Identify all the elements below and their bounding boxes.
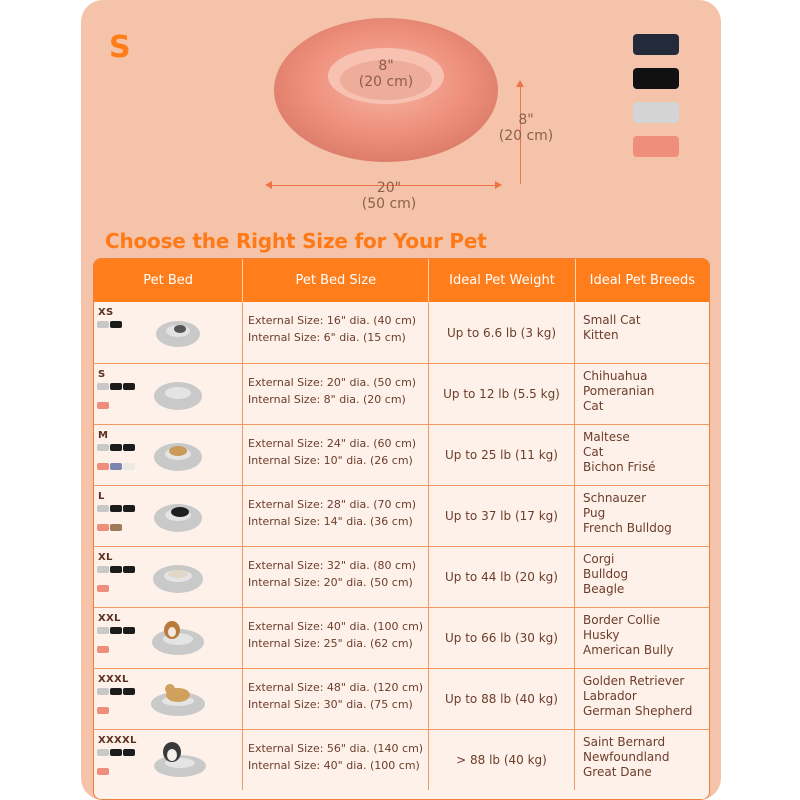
breeds-cell — [575, 547, 709, 607]
bed-size-cell — [243, 669, 429, 729]
mini-swatch — [97, 505, 109, 512]
external-size: External Size: 20" dia. (50 cm) — [248, 376, 417, 389]
bed-size-cell — [243, 730, 429, 790]
mini-swatch-group — [97, 443, 137, 481]
ideal-weight: Up to 66 lb (30 kg) — [445, 631, 558, 645]
breeds-cell — [575, 608, 709, 668]
mini-swatch — [123, 444, 135, 451]
mini-swatch — [97, 749, 109, 756]
color-swatch-light-grey[interactable] — [633, 102, 679, 123]
breed: Newfoundland — [583, 750, 670, 764]
mini-swatch — [97, 321, 109, 328]
table-row — [94, 485, 709, 546]
breed: Maltese — [583, 430, 630, 444]
mini-swatch — [123, 383, 135, 390]
header-ideal-weight: Ideal Pet Weight — [429, 259, 575, 302]
ideal-weight: Up to 25 lb (11 kg) — [445, 448, 558, 462]
ideal-weight: Up to 44 lb (20 kg) — [445, 570, 558, 584]
breed: Small Cat — [583, 313, 641, 327]
breed: French Bulldog — [583, 521, 672, 535]
mini-swatch — [110, 566, 122, 573]
breed: Husky — [583, 628, 620, 642]
mini-swatch — [97, 707, 109, 714]
pet-bed-cell — [94, 669, 243, 729]
bed-with-cat-image — [142, 310, 206, 350]
mini-swatch — [123, 627, 135, 634]
external-size: External Size: 56" dia. (140 cm) — [248, 742, 424, 755]
color-swatch-list — [633, 34, 681, 170]
mini-swatch — [123, 566, 135, 573]
mini-swatch — [97, 463, 109, 470]
breed: American Bully — [583, 643, 674, 657]
external-size: External Size: 40" dia. (100 cm) — [248, 620, 424, 633]
height-label: 8" (20 cm) — [498, 112, 554, 144]
size-tag: M — [98, 430, 109, 441]
mini-swatch — [97, 524, 109, 531]
bed-size-cell — [243, 608, 429, 668]
breed: Cat — [583, 399, 604, 413]
mini-swatch — [110, 321, 122, 328]
mini-swatch — [110, 749, 122, 756]
breeds-cell — [575, 302, 709, 363]
external-size: External Size: 16" dia. (40 cm) — [248, 314, 417, 327]
bed-with-dog-image — [142, 555, 206, 595]
table-row — [94, 546, 709, 607]
table-row — [94, 668, 709, 729]
size-tag: XS — [98, 307, 114, 318]
table-row — [94, 363, 709, 424]
mini-swatch — [97, 688, 109, 695]
bed-with-dog-image — [142, 494, 206, 534]
breed: Pomeranian — [583, 384, 655, 398]
breed: Chihuahua — [583, 369, 648, 383]
mini-swatch — [123, 749, 135, 756]
internal-size: Internal Size: 10" dia. (26 cm) — [248, 454, 413, 467]
table-row — [94, 729, 709, 790]
color-swatch-pink[interactable] — [633, 136, 679, 157]
bed-size-cell — [243, 547, 429, 607]
bed-size-cell — [243, 302, 429, 363]
size-badge: S — [109, 30, 131, 65]
mini-swatch — [97, 402, 109, 409]
mini-swatch-group — [97, 687, 137, 725]
mini-swatch-group — [97, 748, 137, 786]
mini-swatch — [97, 383, 109, 390]
internal-size: Internal Size: 6" dia. (15 cm) — [248, 331, 406, 344]
outer-diameter-label: 20" (50 cm) — [361, 180, 417, 212]
breed: Great Dane — [583, 765, 652, 779]
breed: Golden Retriever — [583, 674, 685, 688]
breed: Cat — [583, 445, 604, 459]
breed: Corgi — [583, 552, 615, 566]
mini-swatch — [97, 646, 109, 653]
weight-cell — [429, 486, 575, 546]
breeds-cell — [575, 425, 709, 485]
mini-swatch-group — [97, 504, 137, 542]
mini-swatch — [123, 505, 135, 512]
size-chart-table — [93, 258, 710, 800]
bed-with-dog-image — [142, 738, 206, 778]
weight-cell — [429, 364, 575, 424]
weight-cell — [429, 730, 575, 790]
color-swatch-black[interactable] — [633, 68, 679, 89]
breeds-cell — [575, 669, 709, 729]
internal-size: Internal Size: 8" dia. (20 cm) — [248, 393, 406, 406]
mini-swatch-group — [97, 565, 137, 603]
pet-bed-cell — [94, 486, 243, 546]
bed-size-cell — [243, 486, 429, 546]
ideal-weight: Up to 6.6 lb (3 kg) — [446, 325, 557, 340]
pet-bed-cell — [94, 302, 243, 363]
breed: Schnauzer — [583, 491, 646, 505]
bed-size-cell — [243, 425, 429, 485]
bed-size-cell — [243, 364, 429, 424]
mini-swatch-group — [97, 382, 137, 420]
external-size: External Size: 32" dia. (80 cm) — [248, 559, 417, 572]
mini-swatch — [110, 627, 122, 634]
mini-swatch — [110, 463, 122, 470]
table-row — [94, 607, 709, 668]
pet-bed-cell — [94, 425, 243, 485]
table-row — [94, 424, 709, 485]
ideal-weight: Up to 37 lb (17 kg) — [445, 509, 558, 523]
mini-swatch — [110, 524, 122, 531]
size-tag: XXXL — [98, 674, 129, 685]
bed-image — [142, 372, 206, 412]
internal-size: Internal Size: 40" dia. (100 cm) — [248, 759, 420, 772]
color-swatch-navy[interactable] — [633, 34, 679, 55]
weight-cell — [429, 302, 575, 363]
breeds-cell — [575, 730, 709, 790]
breed: Pug — [583, 506, 606, 520]
size-tag: L — [98, 491, 105, 502]
breeds-cell — [575, 364, 709, 424]
breed: Bulldog — [583, 567, 629, 581]
mini-swatch-group — [97, 626, 137, 664]
breed: Kitten — [583, 328, 619, 342]
internal-size: Internal Size: 25" dia. (62 cm) — [248, 637, 413, 650]
table-row — [94, 302, 709, 363]
size-tag: XL — [98, 552, 113, 563]
ideal-weight: Up to 12 lb (5.5 kg) — [443, 387, 560, 401]
mini-swatch — [97, 566, 109, 573]
bed-with-dog-image — [142, 677, 206, 717]
weight-cell — [429, 425, 575, 485]
size-tag: S — [98, 369, 106, 380]
external-size: External Size: 48" dia. (120 cm) — [248, 681, 424, 694]
header-pet-bed-size: Pet Bed Size — [243, 259, 429, 302]
internal-size: Internal Size: 20" dia. (50 cm) — [248, 576, 413, 589]
weight-cell — [429, 547, 575, 607]
mini-swatch-group — [97, 320, 137, 339]
inner-diameter-label: 8" (20 cm) — [358, 58, 414, 90]
mini-swatch — [123, 688, 135, 695]
internal-size: Internal Size: 14" dia. (36 cm) — [248, 515, 413, 528]
mini-swatch — [110, 505, 122, 512]
product-info-card — [81, 0, 721, 800]
ideal-weight: > 88 lb (40 kg) — [456, 753, 547, 767]
internal-size: Internal Size: 30" dia. (75 cm) — [248, 698, 413, 711]
size-tag: XXXXL — [98, 735, 137, 746]
bed-with-dog-image — [142, 433, 206, 473]
size-guide-heading: Choose the Right Size for Your Pet — [105, 229, 487, 253]
breeds-cell — [575, 486, 709, 546]
breed: Beagle — [583, 582, 625, 596]
pet-bed-cell — [94, 364, 243, 424]
header-pet-bed: Pet Bed — [94, 259, 243, 302]
bed-with-dog-image — [142, 616, 206, 656]
weight-cell — [429, 669, 575, 729]
mini-swatch — [110, 444, 122, 451]
breed: Border Collie — [583, 613, 661, 627]
ideal-weight: Up to 88 lb (40 kg) — [445, 692, 558, 706]
mini-swatch — [97, 627, 109, 634]
breed: Labrador — [583, 689, 637, 703]
table-header — [94, 259, 709, 302]
mini-swatch — [110, 383, 122, 390]
header-ideal-breeds: Ideal Pet Breeds — [589, 273, 696, 288]
breed: Bichon Frisé — [583, 460, 656, 474]
weight-cell — [429, 608, 575, 668]
pet-bed-cell — [94, 608, 243, 668]
mini-swatch — [123, 463, 135, 470]
mini-swatch — [97, 768, 109, 775]
external-size: External Size: 28" dia. (70 cm) — [248, 498, 417, 511]
breed: German Shepherd — [583, 704, 693, 718]
pet-bed-cell — [94, 547, 243, 607]
external-size: External Size: 24" dia. (60 cm) — [248, 437, 417, 450]
mini-swatch — [110, 688, 122, 695]
mini-swatch — [97, 585, 109, 592]
mini-swatch — [97, 444, 109, 451]
pet-bed-cell — [94, 730, 243, 790]
size-tag: XXL — [98, 613, 121, 624]
breed: Saint Bernard — [583, 735, 666, 749]
